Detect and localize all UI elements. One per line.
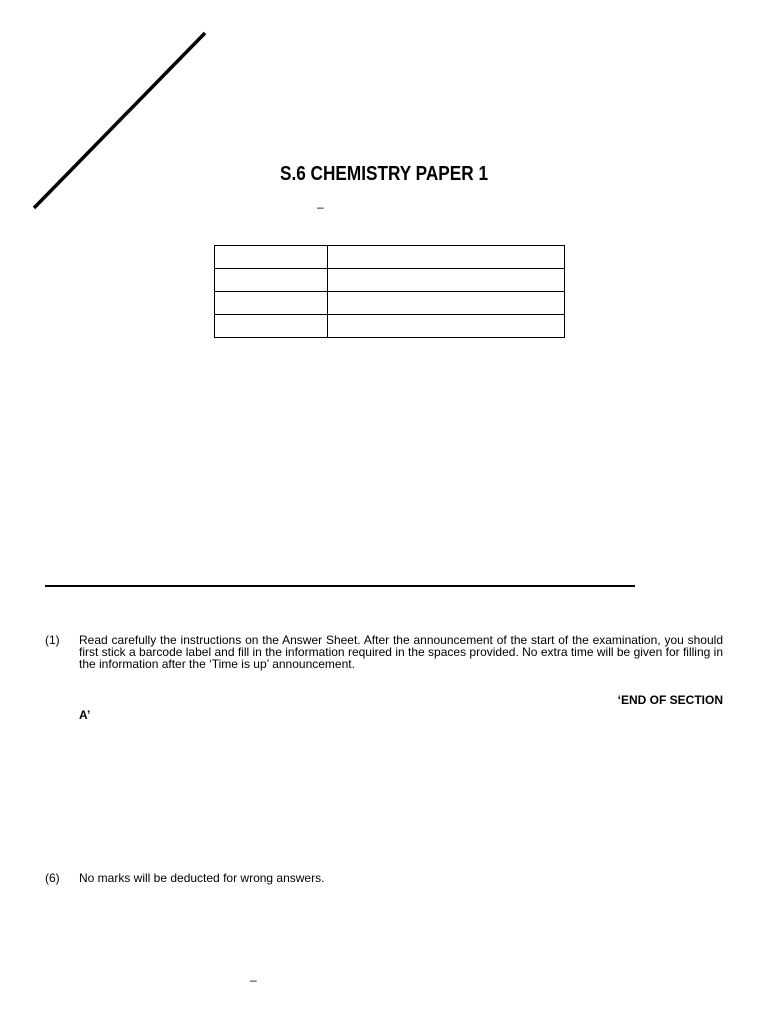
instruction-text: No marks will be deducted for wrong answers.	[79, 871, 325, 885]
footer-dash: –	[250, 973, 257, 987]
table-cell	[328, 292, 565, 315]
candidate-info-table	[214, 245, 565, 338]
table-cell	[328, 246, 565, 269]
table-cell	[215, 246, 328, 269]
table-row	[215, 269, 565, 292]
table-cell	[215, 269, 328, 292]
end-of-section-label	[79, 693, 723, 723]
instruction-text: Read carefully the instructions on the Answer Sheet. After the announcement of the start of the examination, you should first stick a barcode label and fill in the information required in the spaces provided. No extra time will be given for filling in the information after the ‘Time is up’ announcement.	[79, 633, 723, 671]
title-dash: –	[317, 200, 324, 214]
table-cell	[328, 315, 565, 338]
table-cell	[215, 292, 328, 315]
instruction-number: (6)	[45, 871, 60, 885]
end-of-section-line1: ‘END OF SECTION	[617, 693, 723, 707]
table-row	[215, 246, 565, 269]
page-title: S.6 CHEMISTRY PAPER 1	[279, 163, 489, 185]
instruction-number: (1)	[45, 633, 60, 647]
section-divider	[45, 585, 635, 587]
table-cell	[328, 269, 565, 292]
instruction-item	[45, 634, 723, 670]
instruction-item	[45, 872, 723, 884]
table-row	[215, 315, 565, 338]
table-cell	[215, 315, 328, 338]
table-row	[215, 292, 565, 315]
end-of-section-line2: A’	[79, 708, 91, 722]
diagonal-strike-line	[0, 0, 768, 260]
